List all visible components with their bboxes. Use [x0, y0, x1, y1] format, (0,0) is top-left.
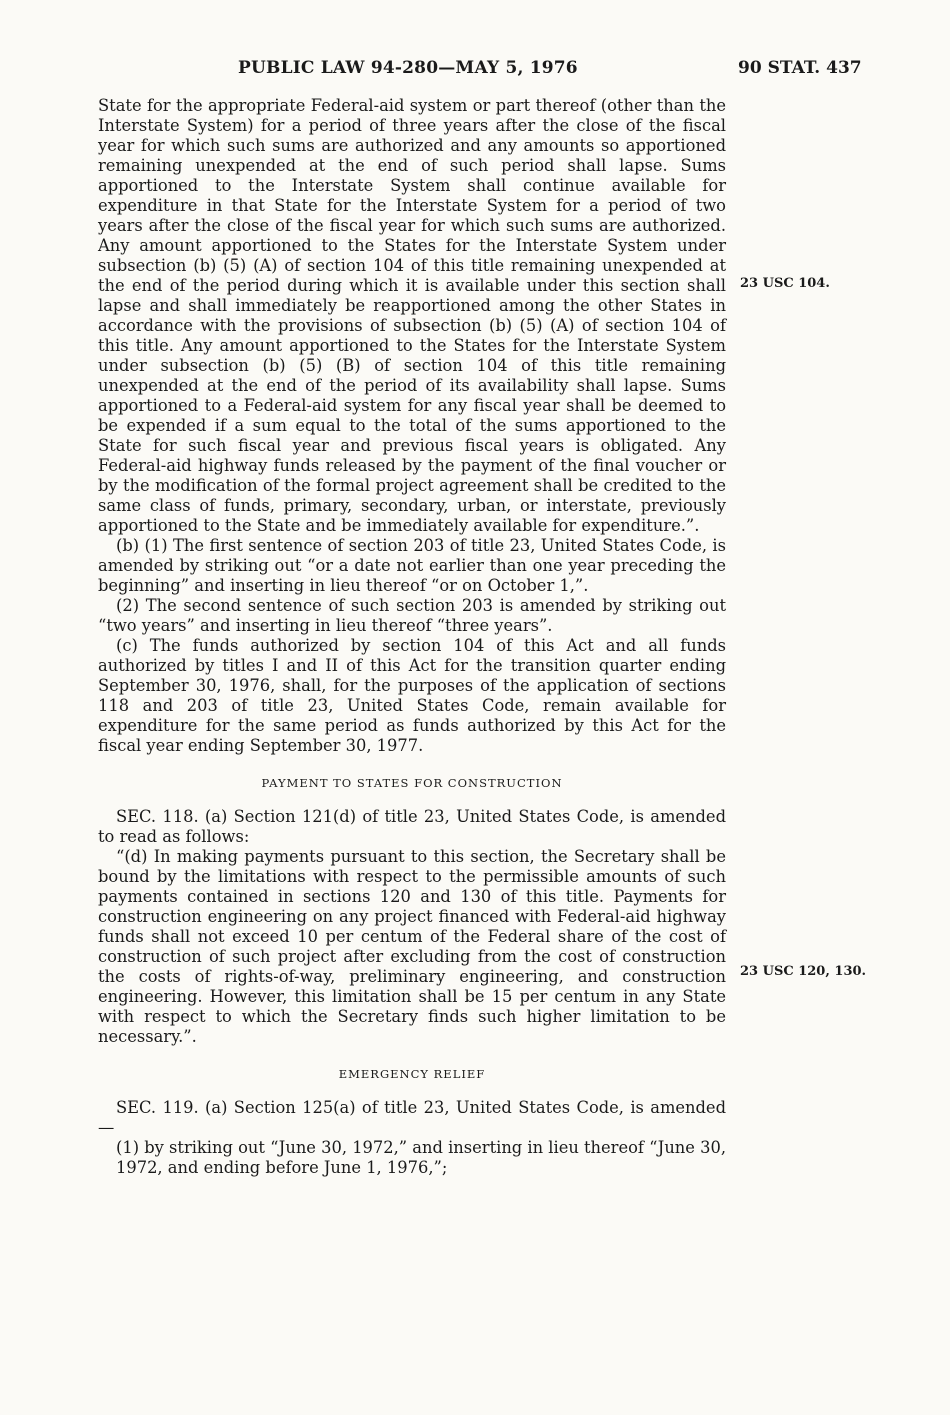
page-header — [0, 58, 950, 82]
paragraph-sec-118: SEC. 118. (a) Section 121(d) of title 23, United States Code, is amended to read as follows: — [98, 807, 726, 846]
margin-note-usc-104: 23 USC 104. — [740, 276, 830, 291]
paragraph-b1: (b) (1) The first sentence of section 203 of title 23, United States Code, is amended by striking out “or a date not earlier than one year preceding the beginning” and inserting in lieu thereof “or on October 1,”. — [98, 536, 726, 595]
section-heading-payment: PAYMENT TO STATES FOR CONSTRUCTION — [261, 776, 563, 790]
body-text — [98, 96, 726, 1178]
section-heading-emergency: EMERGENCY RELIEF — [338, 1067, 486, 1081]
paragraph-item-1: (1) by striking out “June 30, 1972,” and inserting in lieu thereof “June 30, 1972, and ending before June 1, 1976,”; — [116, 1138, 726, 1177]
law-title: PUBLIC LAW 94-280—MAY 5, 1976 — [238, 58, 578, 78]
paragraph-continuation: State for the appropriate Federal-aid system or part thereof (other than the Interstate System) for a period of three years after the close of the fiscal year for which such sums are authorized and any amounts so apportioned remaining unexpended at the end of such period shall lapse. Sums apportioned to the Interstate System shall continue available for expenditure in that State for the Interstate System for a period of two years after the close of the fiscal year for which such sums are authorized. Any amount apportioned to the States for the Interstate System under subsection (b) (5) (A) of section 104 of this title remaining unexpended at the end of the period during which it is available under this section shall lapse and shall immediately be reapportioned among the other States in accordance with the provisions of subsection (b) (5) (A) of section 104 of this title. Any amount apportioned to the States for the Interstate System under subsection (b) (5) (B) of section 104 of this title remaining unexpended at the end of the period of its availability shall lapse. Sums apportioned to a Federal-aid system for any fiscal year shall be deemed to be expended if a sum equal to the total of the sums apportioned to the State for such fiscal year and previous fiscal years is obligated. Any Federal-aid highway funds released by the payment of the final voucher or by the modification of the formal project agreement shall be credited to the same class of funds, primary, secondary, urban, or interstate, previously apportioned to the State and be immediately available for expenditure.”. — [98, 96, 726, 535]
paragraph-sec-119: SEC. 119. (a) Section 125(a) of title 23, United States Code, is amended— — [98, 1098, 726, 1137]
margin-note-usc-120-130: 23 USC 120, 130. — [740, 964, 867, 979]
paragraph-c: (c) The funds authorized by section 104 of this Act and all funds authorized by titles I and II of this Act for the transition quarter ending September 30, 1976, shall, for the purposes of the application of sections 118 and 203 of title 23, United States Code, remain available for expenditure for the same period as funds authorized by this Act for the fiscal year ending September 30, 1977. — [98, 636, 726, 755]
stat-reference: 90 STAT. 437 — [738, 58, 862, 78]
paragraph-b2: (2) The second sentence of such section 203 is amended by striking out “two years” and inserting in lieu thereof “three years”. — [98, 596, 726, 635]
paragraph-quoted-d: “(d) In making payments pursuant to this section, the Secretary shall be bound by the limitations with respect to the permissible amounts of such payments contained in sections 120 and 130 of this title. Payments for construction engineering on any project financed with Federal-aid highway funds shall not exceed 10 per centum of the Federal share of the cost of construction of such project after excluding from the cost of construction the costs of rights-of-way, preliminary engineering, and construction engineering. However, this limitation shall be 15 per centum in any State with respect to which the Secretary finds such higher limitation to be necessary.”. — [98, 847, 726, 1046]
